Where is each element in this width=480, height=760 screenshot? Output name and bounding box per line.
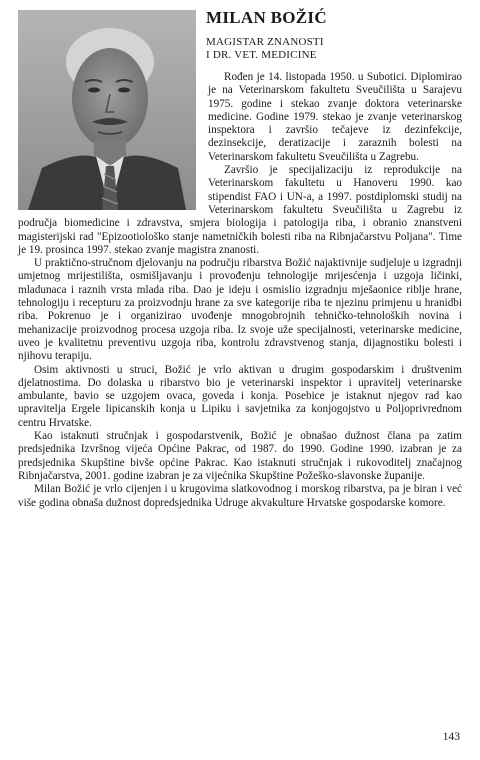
person-name: MILAN BOŽIĆ <box>206 8 327 27</box>
biography-text <box>18 0 462 510</box>
paragraph-2: Završio je specijalizaciju iz reprodukcije na Veterinarskom fakultetu u Hanoveru 1990. kao stipendist FAO i UN-a, a 1997. postdiplomski studij na Veterinarskom fakultetu Sveučilišta u Zagrebu iz područja biomedicine i zdravstva, smjera biologija i patologija riba, i obranio znanstveni magisterijski rad "Epizootiološko stanje nametničkih bolesti riba na Ribnjačarstvu Poljana". Time je 19. prosinca 1997. stekao zvanje magistra znanosti. <box>18 164 462 256</box>
title-line-1: MAGISTAR ZNANOSTI <box>206 36 324 48</box>
paragraph-3: U praktično-stručnom djelovanju na području ribarstva Božić najaktivnije sudjeluje u izgradnji umjetnog mrijestilišta, osmišljavanju i provođenju tehnologije mrijesćenja i uzgoja ličinki, mladunaca i raznih vrsta mlada riba. Dao je ideju i osmislio izgradnju mješaonice riblje hrane, tehnologiju i recepturu za proizvodnju hrane za sve kategorije riba te njezinu primjenu u hranidbi riba. Pokrenuo je i organizirao uvođenje mnogobrojnih tehničko-tehnoloških novina i mehanizacije proizvodnog procesa uzgoja riba. Iz svoje uže specijalnosti, veterinarske medicine, uveo je kvalitetnu preventivu uzgoja riba, kontrolu zdravstvenog stanja, dijagnostiku bolesti i njihovu terapiju. <box>18 257 462 363</box>
photo-wrap-space <box>18 0 208 212</box>
page-number: 143 <box>442 731 460 743</box>
paragraph-4: Osim aktivnosti u struci, Božić je vrlo aktivan u drugim gospodarskim i društvenim djelatnostima. Do dolaska u ribarstvo bio je veterinarski inspektor i upravitelj veterinarske ambulante, bavio se uzgojem ovaca, goveda i konja. Posebice je istaknut njegov rad kao upravitelja Ergele lipicanskih konja u Lipiku i savjetnika za konjogojstvo u Poljoprivrednom centru Hrvatske. <box>18 363 462 429</box>
paragraph-1: Rođen je 14. listopada 1950. u Subotici. Diplomirao je na Veterinarskom fakultetu Sveučilišta u Sarajevu 1975. godine i stekao zvanje doktora veterinarske medicine. Godine 1979. stekao je zvanje veterinarskog inspektora i završio tečajeve iz dezinfekcije, dezinsekcije, deratizacije i zaraznih bolesti na Veterinarskom fakultetu Sveučilišta u Zagrebu. <box>208 71 462 163</box>
paragraph-5: Kao istaknuti stručnjak i gospodarstvenik, Božić je obnašao dužnost člana pa zatim predsjednika Izvršnog vijeća Općine Pakrac, od 1987. do 1990. Godine 1990. izabran je za predsjednika Skupštine bivše općine Pakrac. Kao istaknuti stručnjak i rukovoditelj značajnog Ribnjačarstva, 2001. godine izabran je za vijećnika Skupštine Požeško-slavonske županije. <box>18 430 462 482</box>
title-line-2: I DR. VET. MEDICINE <box>206 49 317 61</box>
paragraph-6: Milan Božić je vrlo cijenjen i u krugovima slatkovodnog i morskog ribarstva, pa je biran i već više godina obnaša dužnost dopredsjednika Udruge akvakulture Hrvatske gospodarske komore. <box>18 483 462 509</box>
